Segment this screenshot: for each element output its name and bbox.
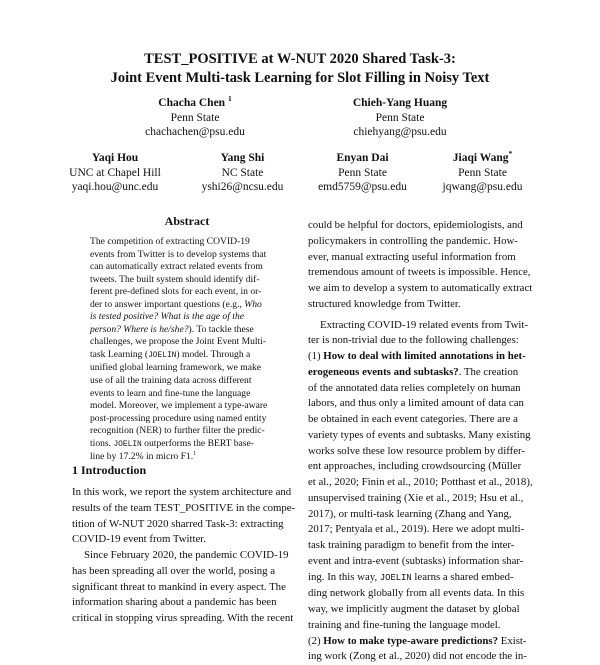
text-line: tremendous amount of tweets is impossible. Hence, <box>308 266 531 279</box>
text-line: (2) How to make type-aware predictions? Exist- <box>308 634 527 647</box>
author-block <box>305 151 420 195</box>
text-line: ding network globally from all events data. In this <box>308 587 525 600</box>
text-line: be obtained in each event categories. There are a <box>308 413 518 425</box>
text-line: labors, and thus only a limited amount of data can <box>308 397 524 410</box>
author-block <box>55 151 175 195</box>
text-line: ing. In this way, JOELIN learns a shared embed- <box>308 570 514 583</box>
text-line: task training paradigm to benefit from the inter- <box>308 539 515 551</box>
text-line: et al., 2020; Finin et al., 2010; Potthast et al., 2018), <box>308 476 533 488</box>
text-line: we aim to develop a system to automatically extract <box>308 282 533 294</box>
abstract-line: events to learn and fine-tune the language <box>90 387 251 399</box>
abstract-line: ferent pre-defined slots for each event, in or- <box>90 286 262 298</box>
title-line-1: TEST_POSITIVE at W-NUT 2020 Shared Task-3: <box>144 51 456 67</box>
abstract-line: post-processing procedure using named entity <box>90 412 267 424</box>
abstract-line: der to answer important questions (e.g., Who <box>90 298 262 310</box>
text-line: ter is non-trivial due to the following challenges: <box>308 334 519 347</box>
abstract-line: events from Twitter is to develop systems that <box>90 248 267 260</box>
text-line: 2017), or multi-task learning (Zhang and Yang, <box>308 507 512 520</box>
author-block <box>425 151 540 195</box>
author-mark: 1 <box>227 94 232 104</box>
section-heading: 1 Introduction <box>72 463 147 477</box>
abstract-line: tweets. The built system should identify dif- <box>90 273 260 285</box>
text-line: COVID-19 event from Twitter. <box>72 533 206 546</box>
text-line: Since February 2020, the pandemic COVID-19 <box>84 549 289 561</box>
abstract-line: unified global learning framework, we make <box>90 362 262 374</box>
abstract-line: The competition of extracting COVID-19 <box>90 236 250 247</box>
abstract-line: challenges, we propose the Joint Event Multi- <box>90 336 267 348</box>
author-affiliation: Penn State <box>458 166 507 179</box>
text-line: works solve these low resource problem by differ- <box>308 444 525 457</box>
text-line: training and fine-tuning the language model. <box>308 618 501 631</box>
author-name: Yaqi Hou <box>91 152 139 164</box>
author-email: jqwang@psu.edu <box>442 181 523 193</box>
text-line: variety types of events and subtasks. Many existing <box>308 428 531 441</box>
author-email: chiehyang@psu.edu <box>353 126 447 138</box>
text-line: In this work, we report the system architecture and <box>72 486 292 498</box>
abstract-heading: Abstract <box>164 214 210 228</box>
text-line: ent approaches, including crowdsourcing (Müller <box>308 460 522 473</box>
author-block <box>185 151 300 195</box>
author-name: Yang Shi <box>220 152 265 164</box>
text-line: 2017; Pentyala et al., 2019). Here we adopt multi- <box>308 523 525 536</box>
author-block <box>325 96 475 140</box>
text-line: erogeneous events and subtasks?. The creation <box>308 365 519 378</box>
paper-title <box>0 50 600 88</box>
text-line: could be helpful for doctors, epidemiologists, and <box>308 219 523 231</box>
text-line: of the annotated data relies completely on human <box>308 381 521 394</box>
text-line: tition of W-NUT 2020 sharred Task-3: extracting <box>72 517 284 530</box>
author-email: yaqi.hou@unc.edu <box>71 181 159 193</box>
author-name: Chieh-Yang Huang <box>352 97 448 109</box>
abstract-line: is tested positive? What is the age of the <box>90 311 245 323</box>
author-mark: * <box>508 149 513 159</box>
text-line: ever, manual extracting useful information from <box>308 250 516 263</box>
author-email: emd5759@psu.edu <box>318 181 407 193</box>
text-line: structured knowledge from Twitter. <box>308 297 461 310</box>
author-block <box>120 96 270 140</box>
abstract-line: can automatically extract related events from <box>90 261 263 273</box>
abstract-line: recognition (NER) to further filter the predic- <box>90 425 265 437</box>
text-line: (1) How to deal with limited annotations in het- <box>308 350 526 362</box>
abstract-line: person? Where is he/she?). To tackle these <box>90 323 254 335</box>
abstract-line: model. Moreover, we implement a type-aware <box>90 400 268 412</box>
author-name: Enyan Dai <box>336 152 389 164</box>
text-line: results of the team TEST_POSITIVE in the compe- <box>72 501 296 514</box>
author-email: yshi26@ncsu.edu <box>201 181 284 193</box>
abstract-line: tions. JOELIN outperforms the BERT base- <box>90 437 254 449</box>
author-affiliation: UNC at Chapel Hill <box>69 166 161 179</box>
text-line: Extracting COVID-19 related events from Twit- <box>320 318 529 331</box>
text-line: policymakers in controlling the pandemic. How- <box>308 234 518 247</box>
author-name: Jiaqi Wang <box>452 152 509 164</box>
footnote-mark: 1 <box>193 450 197 458</box>
abstract-body <box>90 236 282 464</box>
title-line-2: Joint Event Multi-task Learning for Slot Filling in Noisy Text <box>110 70 490 86</box>
author-affiliation: Penn State <box>375 111 425 124</box>
text-line: unsupervised training (Xie et al., 2019; Hsu et al., <box>308 491 524 504</box>
text-line: critical in stopping virus spreading. With the recent <box>72 612 294 624</box>
text-line: way, we implicitly augment the dataset by global <box>308 603 520 615</box>
author-affiliation: Penn State <box>338 166 387 179</box>
text-line: has been spreading all over the world, posing a <box>72 564 275 577</box>
author-affiliation: NC State <box>221 166 264 179</box>
text-line: event and intra-event (subtasks) information shar- <box>308 554 524 567</box>
abstract-line: line by 17.2% in micro F1.$^1$ <box>90 450 197 463</box>
text-line: significant threat to mankind in every aspect. The <box>72 580 286 593</box>
left-column-text <box>72 485 294 627</box>
right-column-text <box>308 218 532 665</box>
text-line: ing work (Zong et al., 2020) did not encode the in- <box>308 650 527 663</box>
text-line: information sharing about a pandemic has been <box>72 596 277 609</box>
author-affiliation: Penn State <box>170 111 220 124</box>
author-email: chachachen@psu.edu <box>145 126 245 138</box>
abstract-line: task Learning (JOELIN) model. Through a <box>90 348 251 360</box>
abstract-line: use of all the training data across different <box>90 375 252 387</box>
author-name: Chacha Chen <box>158 97 226 109</box>
